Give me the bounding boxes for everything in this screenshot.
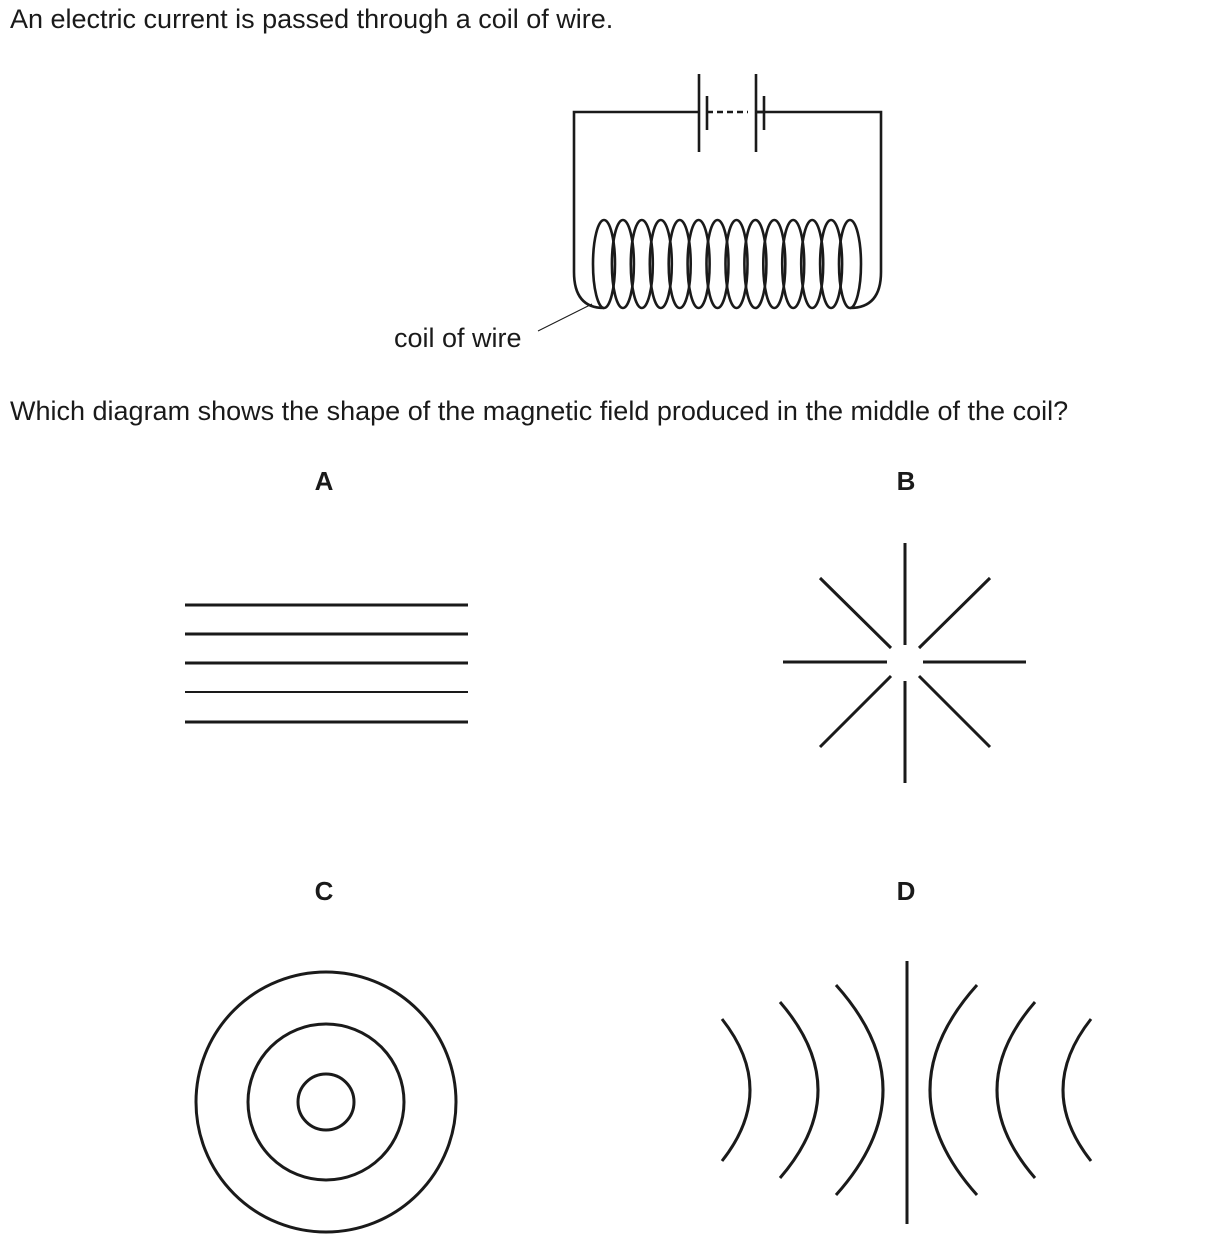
field-line bbox=[1063, 1019, 1091, 1161]
field-line bbox=[997, 1002, 1035, 1178]
option-d-label[interactable]: D bbox=[896, 876, 916, 906]
option-c-label[interactable]: C bbox=[314, 876, 334, 906]
field-line bbox=[780, 1002, 818, 1178]
coil-label: coil of wire bbox=[394, 323, 522, 353]
field-line bbox=[836, 985, 883, 1195]
question-text: Which diagram shows the shape of the magnetic field produced in the middle of the coil? bbox=[10, 396, 1069, 426]
intro-text: An electric current is passed through a coil of wire. bbox=[10, 4, 614, 34]
field-line bbox=[722, 1019, 750, 1161]
option-a-label[interactable]: A bbox=[314, 466, 334, 496]
option-b-label[interactable]: B bbox=[896, 466, 916, 496]
field-line bbox=[930, 985, 977, 1195]
